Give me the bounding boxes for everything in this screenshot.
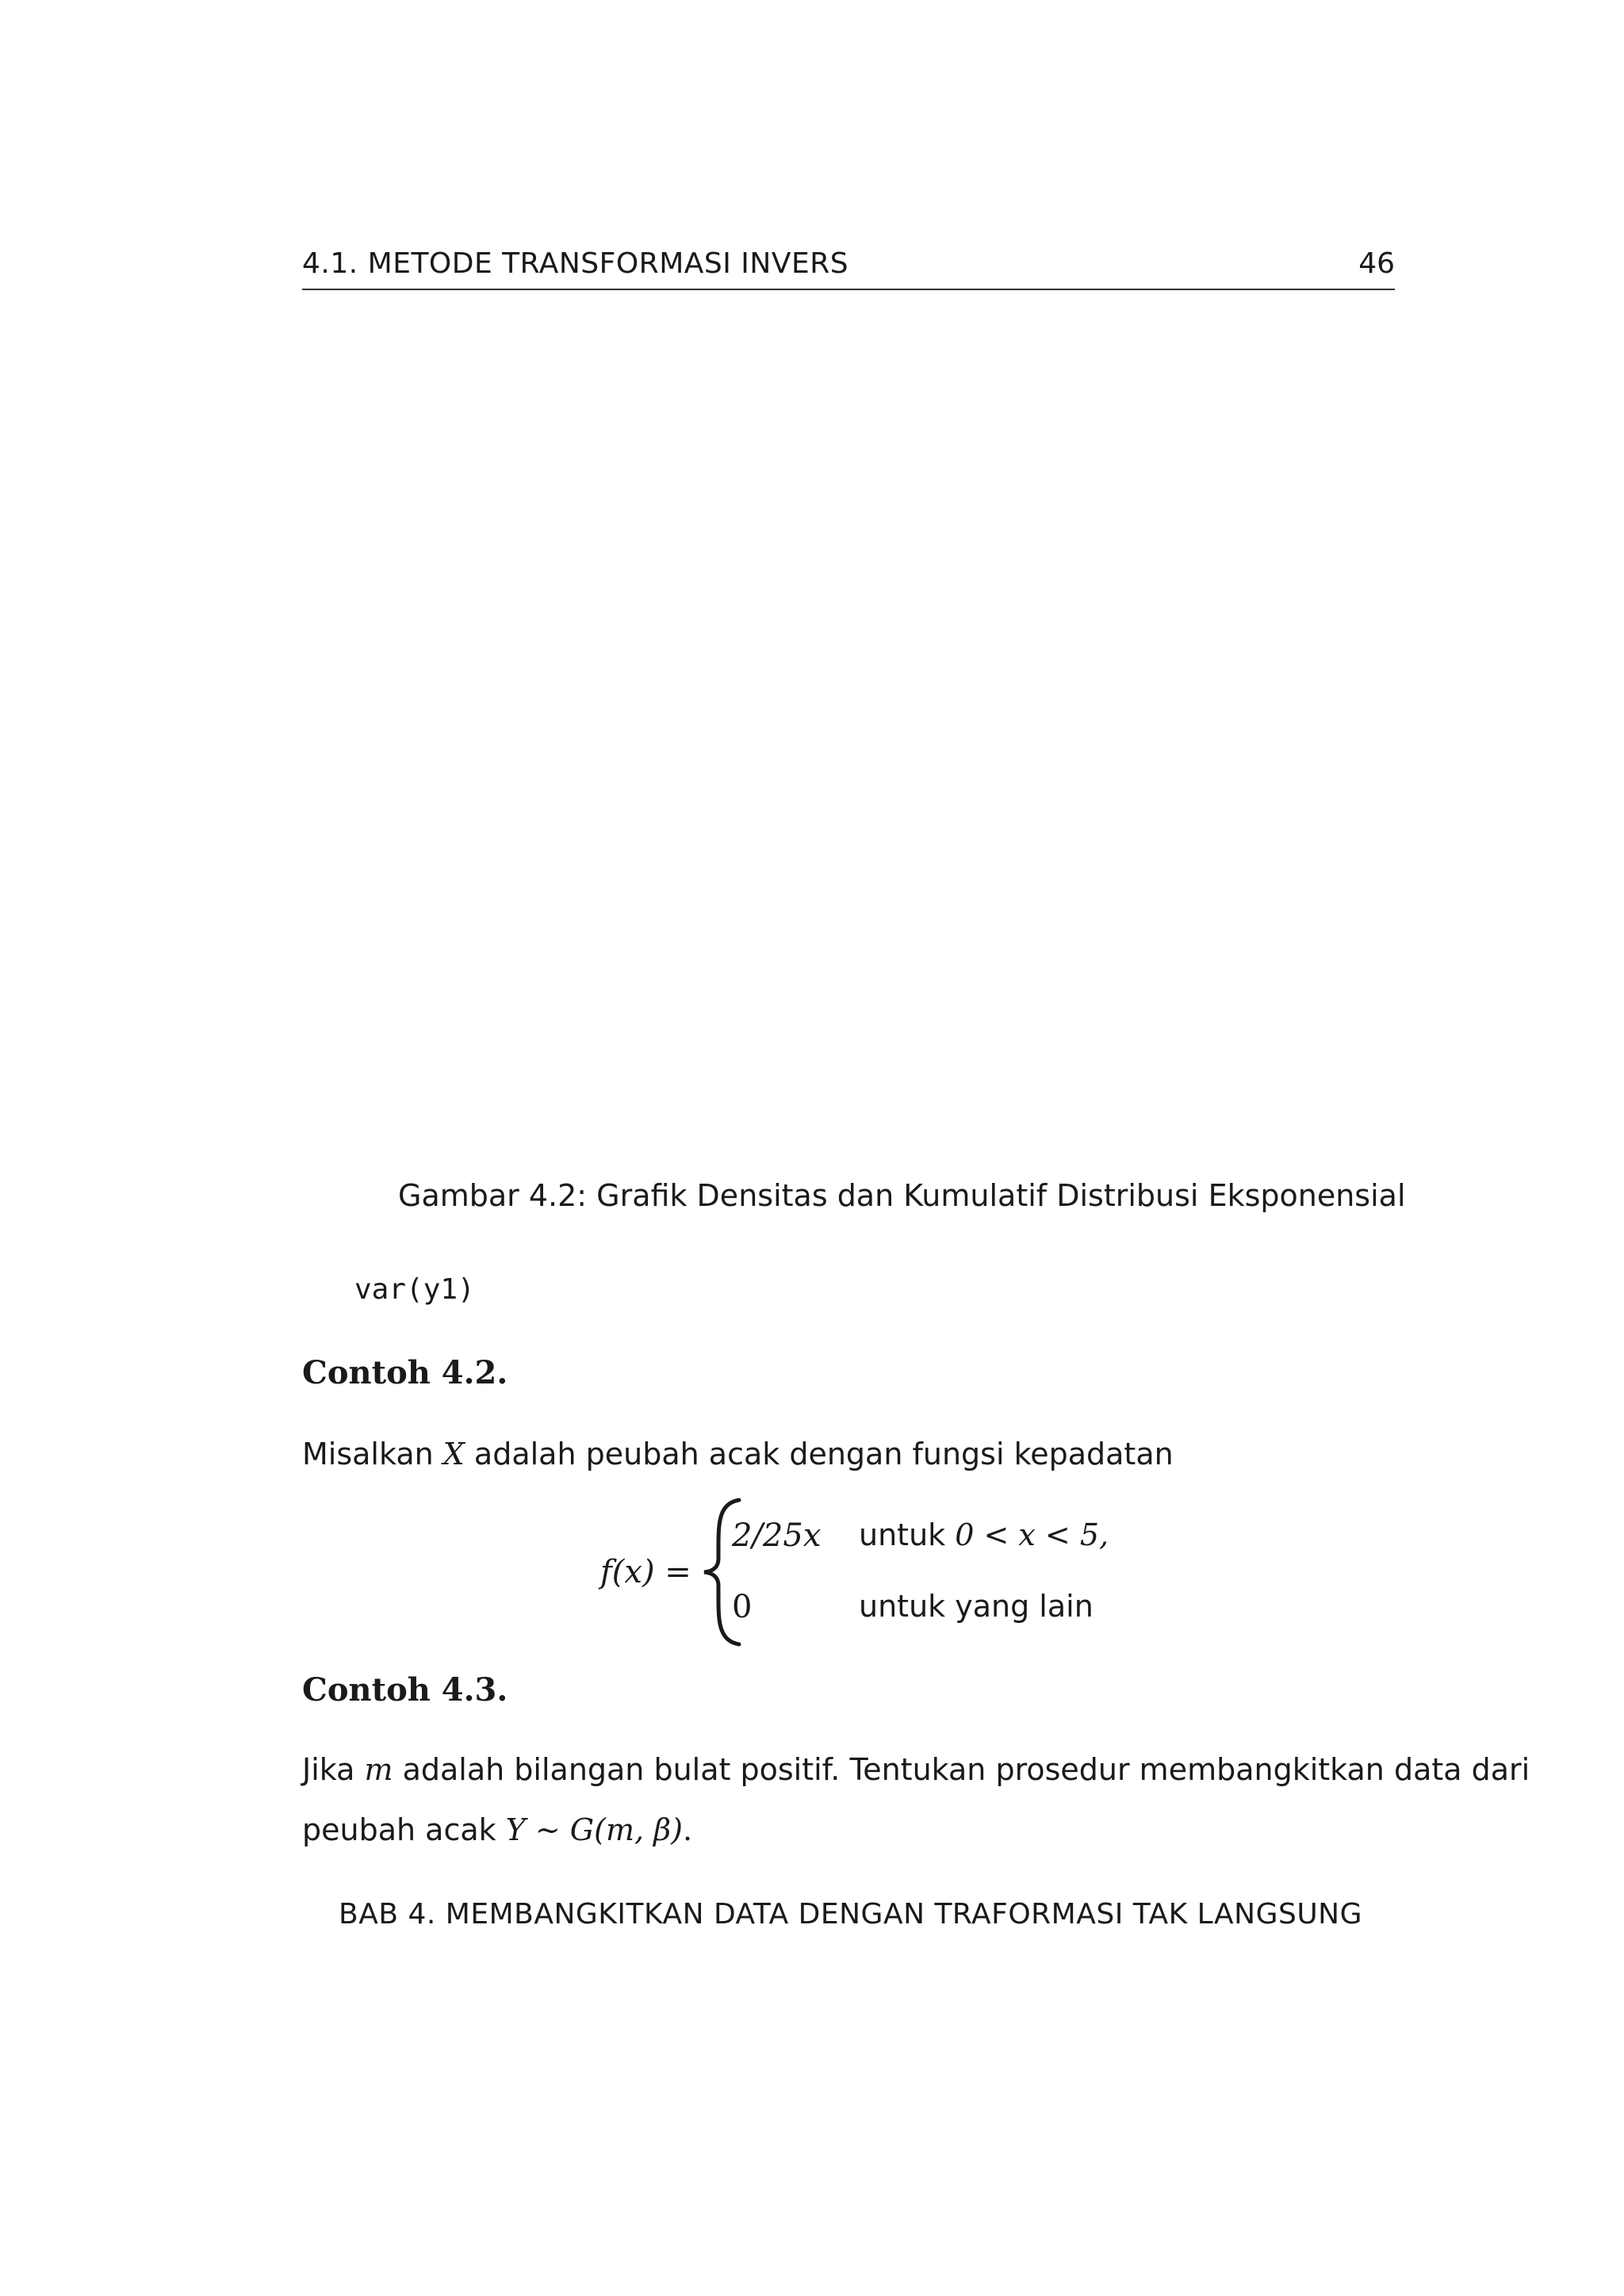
code-line: var(y1) — [354, 1273, 475, 1306]
figure-caption: Gambar 4.2: Grafik Densitas dan Kumulatif Distribusi Eksponensial — [398, 1178, 1406, 1213]
figure-area — [302, 317, 1395, 1158]
running-header-section: 4.1. METODE TRANSFORMASI INVERS — [302, 247, 849, 280]
example-4-3-line-1-a: Jika — [302, 1752, 365, 1787]
equation-lhs: f(x) = — [600, 1554, 691, 1590]
case2-condition: untuk yang lain — [859, 1589, 1094, 1624]
case2-expression: 0 — [732, 1589, 753, 1625]
example-4-3-distribution: Y ∼ G(m, β) — [505, 1812, 683, 1847]
example-4-2-text — [302, 1437, 1174, 1472]
case1-condition — [859, 1517, 1109, 1553]
example-4-3-var-m: m — [364, 1752, 393, 1787]
example-4-3-line-2 — [302, 1812, 692, 1848]
case1-condition-math: 0 < x < 5, — [955, 1517, 1109, 1552]
example-4-2-var: X — [442, 1437, 465, 1471]
example-4-3-line-1-b: adalah bilangan bulat positif. Tentukan prosedur membangkitkan data dari — [393, 1752, 1530, 1787]
header-rule — [302, 289, 1395, 290]
case1-condition-text: untuk — [859, 1517, 956, 1552]
running-footer-chapter: BAB 4. MEMBANGKITKAN DATA DENGAN TRAFORMASI TAK LANGSUNG — [339, 1898, 1363, 1931]
example-4-3-line-2-a: peubah acak — [302, 1812, 506, 1847]
example-4-3-line-1 — [302, 1752, 1530, 1788]
example-4-3-title: Contoh 4.3. — [302, 1671, 508, 1709]
page-number: 46 — [1358, 247, 1395, 280]
case1-expression: 2/25x — [732, 1517, 822, 1554]
example-4-2-text-before: Misalkan — [302, 1437, 443, 1471]
example-4-2-title: Contoh 4.2. — [302, 1354, 508, 1391]
example-4-2-text-after: adalah peubah acak dengan fungsi kepadatan — [464, 1437, 1174, 1471]
example-4-3-period: . — [682, 1812, 693, 1847]
